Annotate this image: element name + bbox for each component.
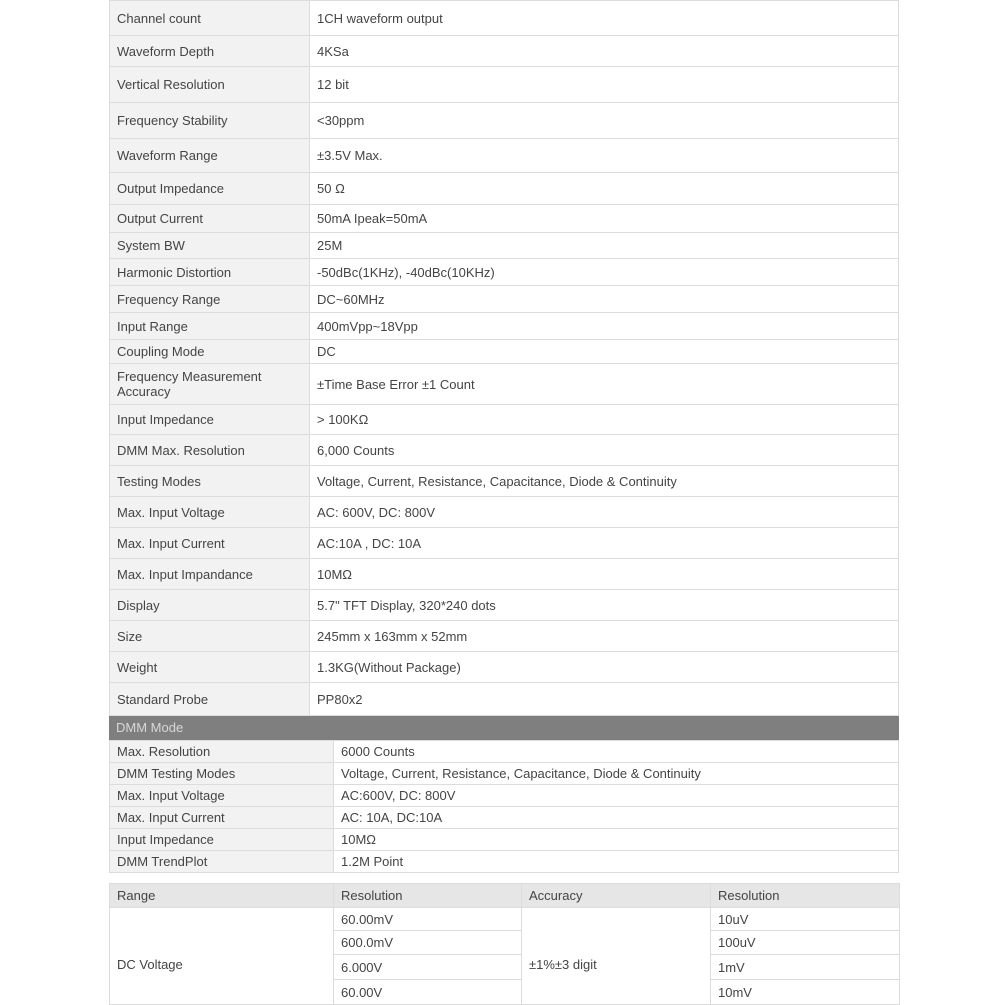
spec-label: Max. Input Current bbox=[110, 528, 310, 559]
spec-label: Waveform Range bbox=[110, 139, 310, 173]
spec-row bbox=[110, 559, 899, 590]
spec-label: Vertical Resolution bbox=[110, 67, 310, 103]
spec-label: Output Impedance bbox=[110, 173, 310, 205]
dmm-row bbox=[110, 741, 899, 763]
spec-value: 12 bit bbox=[310, 67, 899, 103]
resolution-header-2: Resolution bbox=[711, 884, 900, 908]
dmm-row bbox=[110, 807, 899, 829]
spec-value: 1CH waveform output bbox=[310, 1, 899, 36]
range-value: 60.00V bbox=[334, 980, 522, 1005]
spec-row bbox=[110, 590, 899, 621]
spec-value: <30ppm bbox=[310, 103, 899, 139]
resolution-value: 10mV bbox=[711, 980, 900, 1005]
dmm-row bbox=[110, 829, 899, 851]
dmm-value: AC:600V, DC: 800V bbox=[334, 785, 899, 807]
spec-row bbox=[110, 364, 899, 405]
spec-row bbox=[110, 621, 899, 652]
dmm-label: DMM Testing Modes bbox=[110, 763, 334, 785]
spec-value: DC~60MHz bbox=[310, 286, 899, 313]
spec-row bbox=[110, 233, 899, 259]
spec-value: 50mA Ipeak=50mA bbox=[310, 205, 899, 233]
dmm-label: Max. Input Current bbox=[110, 807, 334, 829]
spec-label: Harmonic Distortion bbox=[110, 259, 310, 286]
dmm-label: Max. Resolution bbox=[110, 741, 334, 763]
range-table bbox=[109, 883, 900, 1005]
specifications-table bbox=[109, 0, 899, 716]
spec-value: Voltage, Current, Resistance, Capacitance, Diode & Continuity bbox=[310, 466, 899, 497]
range-header: Range bbox=[110, 884, 334, 908]
spec-value: AC: 600V, DC: 800V bbox=[310, 497, 899, 528]
dmm-table bbox=[109, 740, 899, 873]
dmm-label: Input Impedance bbox=[110, 829, 334, 851]
spec-label: Standard Probe bbox=[110, 683, 310, 716]
spec-value: 10MΩ bbox=[310, 559, 899, 590]
spec-row bbox=[110, 652, 899, 683]
spec-row bbox=[110, 259, 899, 286]
spec-value: 25M bbox=[310, 233, 899, 259]
spec-row bbox=[110, 205, 899, 233]
resolution-value: 1mV bbox=[711, 955, 900, 980]
dmm-label: DMM TrendPlot bbox=[110, 851, 334, 873]
spec-label: Weight bbox=[110, 652, 310, 683]
spec-row bbox=[110, 405, 899, 435]
spec-value: 400mVpp~18Vpp bbox=[310, 313, 899, 340]
dmm-row bbox=[110, 763, 899, 785]
spec-label: DMM Max. Resolution bbox=[110, 435, 310, 466]
accuracy-value: ±1%±3 digit bbox=[522, 908, 711, 1005]
spec-row bbox=[110, 286, 899, 313]
range-table-header-row bbox=[110, 884, 900, 908]
spec-label: Size bbox=[110, 621, 310, 652]
spec-row bbox=[110, 1, 899, 36]
spec-value: PP80x2 bbox=[310, 683, 899, 716]
dmm-value: 1.2M Point bbox=[334, 851, 899, 873]
dmm-value: AC: 10A, DC:10A bbox=[334, 807, 899, 829]
spec-value: DC bbox=[310, 340, 899, 364]
spec-label: Frequency Stability bbox=[110, 103, 310, 139]
dmm-value: Voltage, Current, Resistance, Capacitance, Diode & Continuity bbox=[334, 763, 899, 785]
spec-label: Input Impedance bbox=[110, 405, 310, 435]
spec-value: ±Time Base Error ±1 Count bbox=[310, 364, 899, 405]
spec-label: Testing Modes bbox=[110, 466, 310, 497]
spec-label: System BW bbox=[110, 233, 310, 259]
spec-row bbox=[110, 466, 899, 497]
dmm-row bbox=[110, 851, 899, 873]
spec-label: Coupling Mode bbox=[110, 340, 310, 364]
spec-label: Frequency Range bbox=[110, 286, 310, 313]
spec-row bbox=[110, 103, 899, 139]
range-value: 60.00mV bbox=[334, 908, 522, 931]
spec-value: 6,000 Counts bbox=[310, 435, 899, 466]
dmm-mode-header: DMM Mode bbox=[109, 716, 899, 740]
dmm-section bbox=[109, 716, 899, 873]
spec-value: 245mm x 163mm x 52mm bbox=[310, 621, 899, 652]
spec-row bbox=[110, 139, 899, 173]
spec-label: Input Range bbox=[110, 313, 310, 340]
accuracy-header: Accuracy bbox=[522, 884, 711, 908]
spec-row bbox=[110, 313, 899, 340]
spec-row bbox=[110, 340, 899, 364]
spec-label: Max. Input Voltage bbox=[110, 497, 310, 528]
range-value: 600.0mV bbox=[334, 931, 522, 955]
dmm-row bbox=[110, 785, 899, 807]
resolution-header: Resolution bbox=[334, 884, 522, 908]
resolution-value: 10uV bbox=[711, 908, 900, 931]
spec-row bbox=[110, 173, 899, 205]
range-row bbox=[110, 908, 900, 931]
spec-row bbox=[110, 683, 899, 716]
spec-row bbox=[110, 528, 899, 559]
spec-value: > 100KΩ bbox=[310, 405, 899, 435]
spec-value: 1.3KG(Without Package) bbox=[310, 652, 899, 683]
spec-label: Output Current bbox=[110, 205, 310, 233]
dc-voltage-label: DC Voltage bbox=[110, 908, 334, 1005]
spec-label: Display bbox=[110, 590, 310, 621]
dmm-label: Max. Input Voltage bbox=[110, 785, 334, 807]
spec-row bbox=[110, 435, 899, 466]
spec-label: Waveform Depth bbox=[110, 36, 310, 67]
spec-value: AC:10A , DC: 10A bbox=[310, 528, 899, 559]
resolution-value: 100uV bbox=[711, 931, 900, 955]
spec-row bbox=[110, 36, 899, 67]
spec-row bbox=[110, 497, 899, 528]
spec-value: 50 Ω bbox=[310, 173, 899, 205]
spec-value: ±3.5V Max. bbox=[310, 139, 899, 173]
spec-value: 5.7" TFT Display, 320*240 dots bbox=[310, 590, 899, 621]
spec-value: -50dBc(1KHz), -40dBc(10KHz) bbox=[310, 259, 899, 286]
spec-label: Frequency Measurement Accuracy bbox=[110, 364, 310, 405]
dmm-value: 10MΩ bbox=[334, 829, 899, 851]
range-value: 6.000V bbox=[334, 955, 522, 980]
spec-label: Max. Input Impandance bbox=[110, 559, 310, 590]
dmm-value: 6000 Counts bbox=[334, 741, 899, 763]
spec-label: Channel count bbox=[110, 1, 310, 36]
spec-row bbox=[110, 67, 899, 103]
spec-value: 4KSa bbox=[310, 36, 899, 67]
